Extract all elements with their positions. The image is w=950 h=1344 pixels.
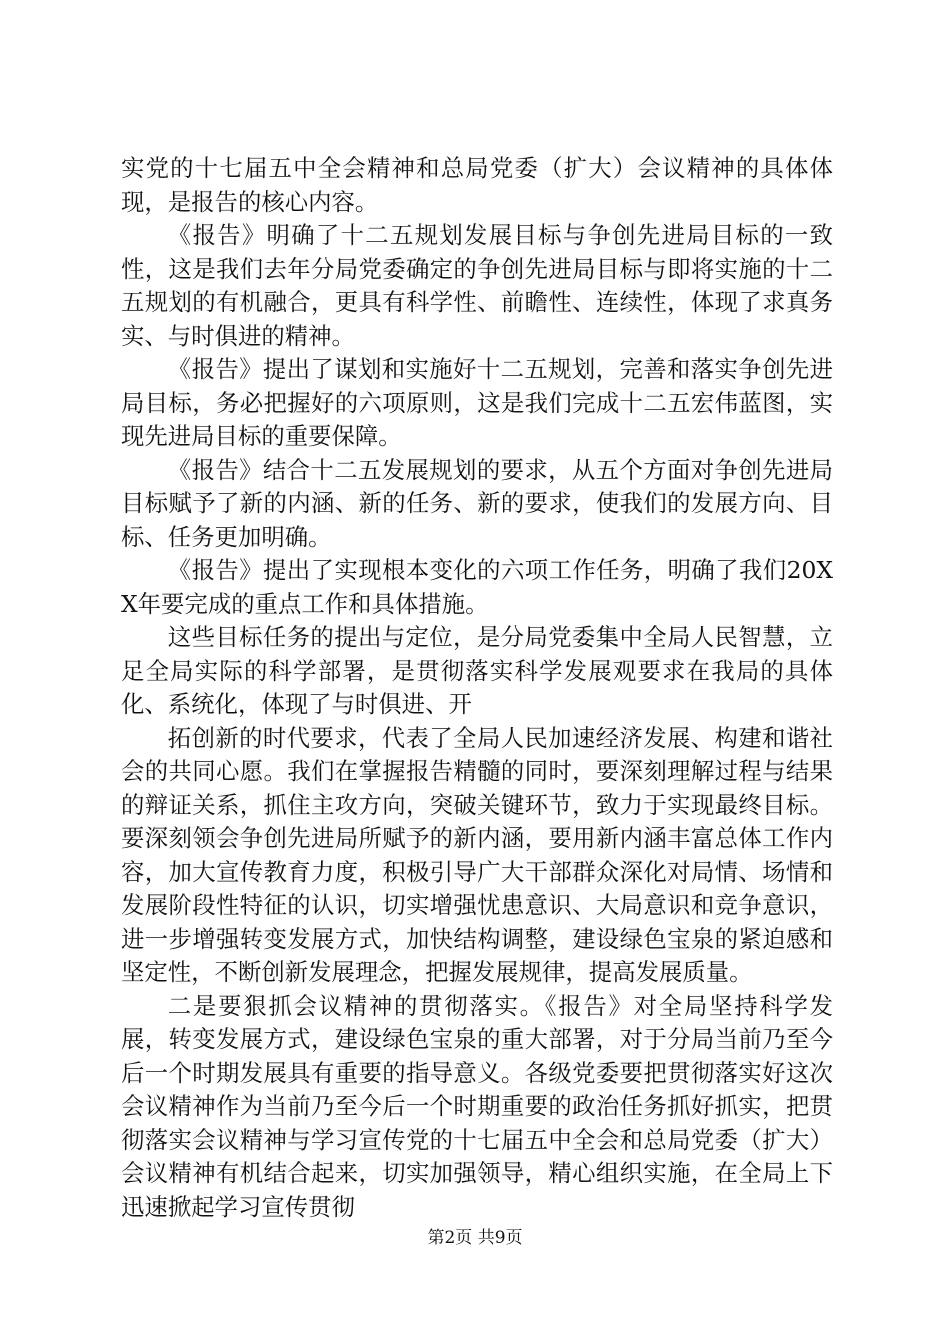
paragraph-innovation-requirements: 拓创新的时代要求，代表了全局人民加速经济发展、构建和谐社会的共同心愿。我们在掌握报告精髓的同时，要深刻理解过程与结果的辩证关系，抓住主攻方向，突破关键环节，致力于实现最终目标。要深刻领会争创先进局所赋予的新内涵，要用新内涵丰富总体工作内容，加大宣传教育力度，积极引导广大干部群众深化对局情、场情和发展阶段性特征的认识，切实增强忧患意识、大局意识和竞争意识，进一步增强转变发展方式，加快结构调整，建设绿色宝泉的紧迫感和坚定性，不断创新发展理念，把握发展规律，提高发展质量。 (121, 723, 833, 986)
paragraph-continuation: 实党的十七届五中全会精神和总局党委（扩大）会议精神的具体体现，是报告的核心内容。 (121, 154, 833, 216)
paragraph-implementation: 二是要狠抓会议精神的贯彻落实。《报告》对全局坚持科学发展，转变发展方式，建设绿色宝泉的重大部署，对于分局当前乃至今后一个时期发展具有重要的指导意义。各级党委要把贯彻落实好这次会议精神作为当前乃至今后一个时期重要的政治任务抓好抓实，把贯彻落实会议精神与学习宣传党的十七届五中全会和总局党委（扩大）会议精神有机结合起来，切实加强领导，精心组织实施，在全局上下迅速掀起学习宣传贯彻 (121, 991, 833, 1221)
page-number-footer: 第2页 共9页 (427, 1228, 523, 1248)
paragraph-report-five-aspects: 《报告》结合十二五发展规划的要求，从五个方面对争创先进局目标赋予了新的内涵、新的任务、新的要求，使我们的发展方向、目标、任务更加明确。 (121, 455, 833, 551)
paragraph-report-principles: 《报告》提出了谋划和实施好十二五规划，完善和落实争创先进局目标，务必把握好的六项原则，这是我们完成十二五宏伟蓝图，实现先进局目标的重要保障。 (121, 355, 833, 450)
paragraph-report-six-tasks: 《报告》提出了实现根本变化的六项工作任务，明确了我们20XX年要完成的重点工作和具体措施。 (121, 556, 833, 618)
paragraph-report-goals: 《报告》明确了十二五规划发展目标与争创先进局目标的一致性，这是我们去年分局党委确定的争创先进局目标与即将实施的十二五规划的有机融合，更具有科学性、前瞻性、连续性，体现了求真务实、与时俱进的精神。 (121, 221, 833, 350)
paragraph-targets-positioning: 这些目标任务的提出与定位，是分局党委集中全局人民智慧，立足全局实际的科学部署，是贯彻落实科学发展观要求在我局的具体化、系统化，体现了与时俱进、开 (121, 623, 833, 718)
document-body (121, 152, 833, 1224)
